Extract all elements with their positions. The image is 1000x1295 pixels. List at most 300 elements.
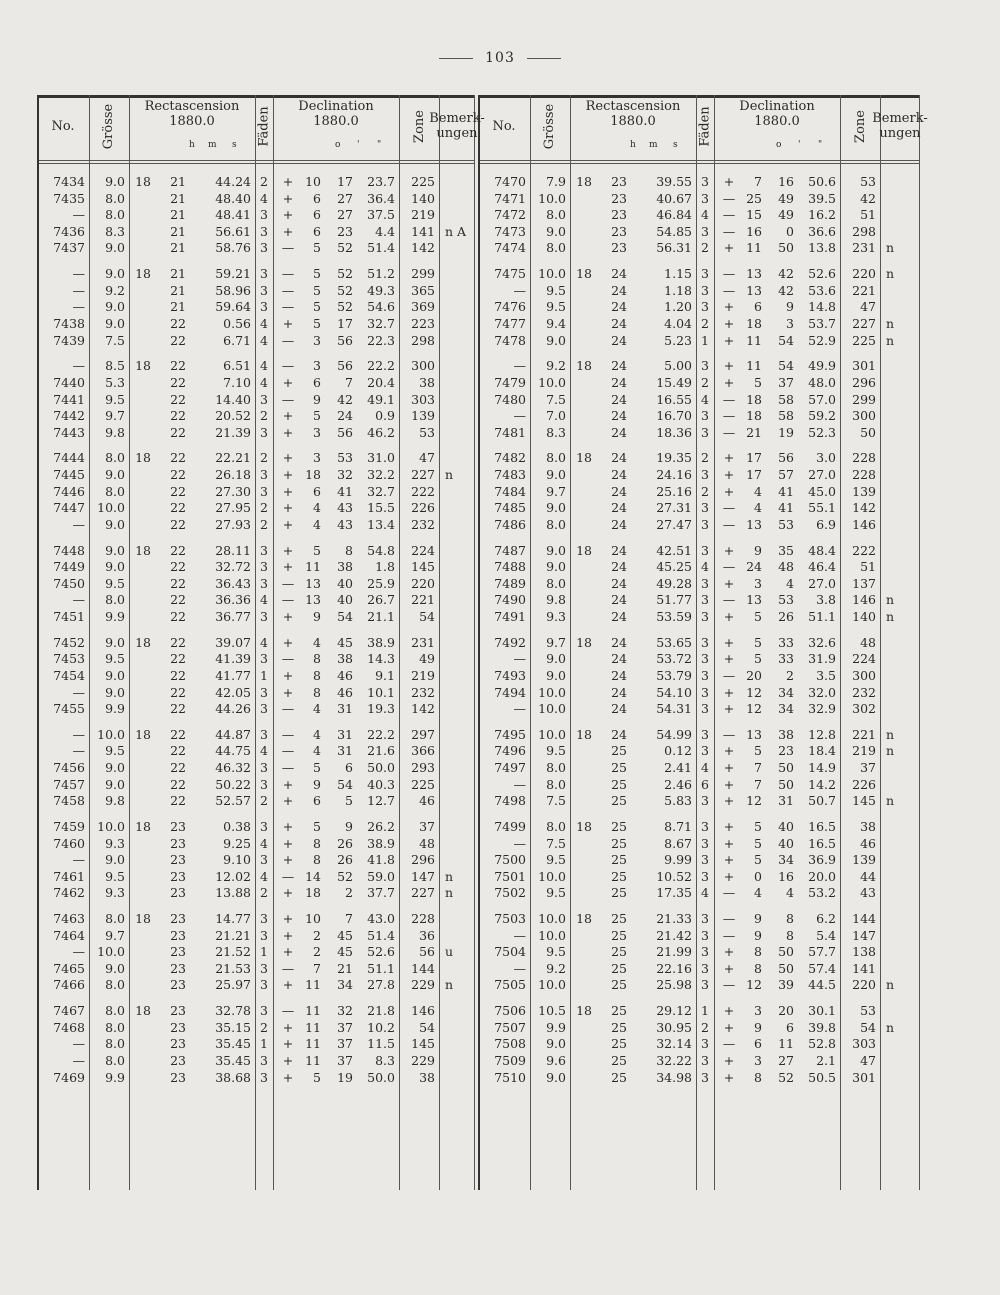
cell-groesse: 9.7 <box>546 483 566 499</box>
cell-ra-s: 35.45 <box>215 1053 251 1068</box>
cell-zone: 219 <box>411 667 435 683</box>
cell-ra-s: 21.39 <box>215 424 251 440</box>
cell-ra-m: 23 <box>170 911 186 926</box>
cell-groesse: 8.0 <box>546 240 566 256</box>
cell-dec-min: 40 <box>337 575 353 591</box>
cell-ra-m: 24 <box>611 667 627 683</box>
cell-dec-sign: + <box>282 374 294 390</box>
cell-faeden: 6 <box>701 776 709 792</box>
cell-groesse: 9.0 <box>546 542 566 558</box>
header-dec-epoch: 1880.0 <box>754 114 800 129</box>
header-ra-unit: s <box>673 140 678 150</box>
cell-dec-sign: + <box>282 408 294 424</box>
cell-dec-min: 50 <box>778 944 794 960</box>
cell-dec-deg: 0 <box>754 868 762 884</box>
cell-dec-min: 54 <box>337 776 353 792</box>
cell-no: 7456 <box>53 760 85 775</box>
header-remarks-label: Bemerk- ungen <box>429 111 485 141</box>
cell-no: 7509 <box>494 1053 526 1068</box>
table-row <box>478 466 920 484</box>
cell-dec-min: 9 <box>786 299 794 315</box>
cell-dec-sec: 53.2 <box>808 885 836 901</box>
cell-dec-sec: 23.7 <box>367 174 395 189</box>
cell-groesse: 9.0 <box>546 1036 566 1052</box>
cell-ra-m: 24 <box>611 467 627 482</box>
cell-ra-m: 22 <box>170 726 186 742</box>
cell-dec-deg: 6 <box>313 223 321 239</box>
cell-dec-min: 16 <box>778 868 794 884</box>
header-groesse <box>89 95 129 157</box>
cell-dec-sec: 52.3 <box>808 424 836 440</box>
cell-dec-min: 40 <box>337 592 353 608</box>
header-dec-title: Declination <box>298 99 374 114</box>
cell-dec-sec: 57.7 <box>808 944 836 960</box>
cell-faeden: 3 <box>260 852 268 868</box>
cell-dec-deg: 5 <box>754 608 762 624</box>
cell-remarks: n <box>886 1019 895 1035</box>
table-row <box>478 282 920 300</box>
cell-zone: 147 <box>852 927 876 943</box>
table-row <box>37 591 475 609</box>
cell-zone: 220 <box>411 575 435 591</box>
cell-dec-deg: 3 <box>754 1053 762 1068</box>
cell-dec-sec: 12.8 <box>808 726 836 742</box>
cell-dec-deg: 6 <box>754 1036 762 1052</box>
cell-groesse: 7.5 <box>546 835 566 851</box>
cell-zone: 221 <box>852 726 876 742</box>
cell-ra-s: 22.16 <box>656 960 692 976</box>
cell-dec-sec: 46.2 <box>367 424 395 440</box>
cell-no: — <box>72 358 85 374</box>
cell-ra-s: 1.20 <box>664 299 692 315</box>
cell-faeden: 3 <box>701 516 709 532</box>
header-rule-double <box>478 163 920 164</box>
cell-ra-m: 22 <box>170 391 186 407</box>
cell-dec-sign: — <box>281 592 295 608</box>
table-row <box>37 1002 475 1020</box>
cell-dec-sign: + <box>723 776 735 792</box>
cell-zone: 54 <box>419 608 435 624</box>
cell-ra-m: 22 <box>170 592 186 608</box>
cell-dec-sign: + <box>723 944 735 960</box>
cell-ra-s: 56.61 <box>215 223 251 239</box>
cell-dec-sec: 10.1 <box>367 684 395 700</box>
cell-faeden: 3 <box>701 467 709 482</box>
table-row <box>37 424 475 442</box>
cell-ra-s: 42.51 <box>656 542 692 558</box>
cell-zone: 221 <box>852 282 876 298</box>
cell-dec-deg: 3 <box>313 424 321 440</box>
cell-no: — <box>72 852 85 868</box>
cell-zone: 53 <box>860 174 876 189</box>
table-row <box>37 976 475 994</box>
cell-ra-s: 16.55 <box>656 391 692 407</box>
cell-faeden: 4 <box>701 207 709 223</box>
cell-dec-min: 52 <box>337 240 353 256</box>
table-row <box>478 634 920 652</box>
cell-zone: 222 <box>852 542 876 558</box>
table-row <box>37 868 475 886</box>
cell-no: — <box>513 960 526 976</box>
cell-no: — <box>513 927 526 943</box>
cell-dec-min: 48 <box>778 559 794 575</box>
cell-zone: 229 <box>411 977 435 993</box>
cell-groesse: 9.9 <box>105 701 125 717</box>
cell-no: 7469 <box>53 1069 85 1085</box>
cell-dec-deg: 8 <box>313 835 321 851</box>
cell-dec-sec: 50.0 <box>367 1069 395 1085</box>
cell-ra-s: 17.35 <box>656 885 692 901</box>
cell-zone: 222 <box>411 483 435 499</box>
table-row <box>478 927 920 945</box>
cell-no: 7461 <box>53 868 85 884</box>
table-row <box>37 700 475 718</box>
cell-dec-deg: 12 <box>746 701 762 717</box>
cell-ra-s: 44.75 <box>215 743 251 759</box>
cell-dec-sign: — <box>722 223 736 239</box>
cell-dec-min: 26 <box>337 835 353 851</box>
cell-ra-m: 24 <box>611 542 627 558</box>
cell-dec-min: 54 <box>778 332 794 348</box>
cell-dec-sign: — <box>281 760 295 775</box>
cell-ra-h: 18 <box>135 726 151 742</box>
cell-dec-sec: 57.0 <box>808 391 836 407</box>
cell-dec-sign: + <box>723 1019 735 1035</box>
cell-ra-s: 51.77 <box>656 592 692 608</box>
cell-ra-s: 59.64 <box>215 299 251 315</box>
cell-no: 7498 <box>494 793 526 809</box>
cell-dec-deg: 9 <box>754 927 762 943</box>
cell-faeden: 3 <box>701 726 709 742</box>
cell-zone: 137 <box>852 575 876 591</box>
cell-groesse: 9.8 <box>105 793 125 809</box>
cell-dec-deg: 20 <box>746 667 762 683</box>
cell-faeden: 1 <box>701 332 709 348</box>
table-row <box>37 483 475 501</box>
cell-ra-s: 36.43 <box>215 575 251 591</box>
table-row <box>478 818 920 836</box>
cell-groesse: 10.0 <box>97 726 125 742</box>
cell-ra-s: 35.15 <box>215 1019 251 1035</box>
cell-dec-min: 19 <box>778 424 794 440</box>
cell-dec-min: 27 <box>337 190 353 206</box>
cell-ra-s: 16.70 <box>656 408 692 424</box>
header-groesse-label: Grösse <box>542 103 558 149</box>
cell-dec-min: 37 <box>337 1053 353 1068</box>
cell-dec-deg: 5 <box>313 760 321 775</box>
cell-no: 7482 <box>494 450 526 466</box>
table-row <box>37 818 475 836</box>
cell-dec-min: 17 <box>337 315 353 331</box>
cell-no: 7506 <box>494 1003 526 1019</box>
cell-ra-m: 22 <box>170 760 186 775</box>
cell-groesse: 9.5 <box>105 391 125 407</box>
cell-dec-sign: + <box>282 885 294 901</box>
cell-dec-sign: + <box>723 358 735 374</box>
cell-faeden: 3 <box>701 793 709 809</box>
cell-ra-m: 23 <box>170 1003 186 1019</box>
header-ra-unit: h <box>189 140 195 150</box>
cell-dec-sign: — <box>281 701 295 717</box>
header-faeden <box>255 95 273 157</box>
cell-dec-min: 0 <box>786 223 794 239</box>
cell-faeden: 1 <box>260 667 268 683</box>
cell-ra-s: 0.12 <box>664 743 692 759</box>
cell-dec-min: 45 <box>337 944 353 960</box>
cell-ra-s: 1.15 <box>664 266 692 282</box>
table-row <box>37 315 475 333</box>
table-row <box>478 542 920 560</box>
cell-dec-sec: 4.4 <box>375 223 395 239</box>
table-row <box>37 558 475 576</box>
cell-groesse: 7.9 <box>546 174 566 189</box>
cell-dec-sec: 45.0 <box>808 483 836 499</box>
cell-no: 7458 <box>53 793 85 809</box>
cell-dec-sec: 49.3 <box>367 282 395 298</box>
table-row <box>37 407 475 425</box>
cell-dec-sign: + <box>723 760 735 775</box>
cell-dec-sign: + <box>282 684 294 700</box>
cell-dec-min: 24 <box>337 408 353 424</box>
cell-ra-s: 53.59 <box>656 608 692 624</box>
table-row <box>478 173 920 191</box>
cell-ra-s: 53.79 <box>656 667 692 683</box>
cell-zone: 228 <box>411 911 435 926</box>
cell-ra-m: 24 <box>611 516 627 532</box>
cell-ra-s: 49.28 <box>656 575 692 591</box>
cell-dec-sec: 50.0 <box>367 760 395 775</box>
cell-zone: 47 <box>860 1053 876 1068</box>
cell-dec-sec: 6.2 <box>816 911 836 926</box>
cell-dec-sec: 43.0 <box>367 911 395 926</box>
cell-ra-m: 24 <box>611 559 627 575</box>
cell-no: 7438 <box>53 315 85 331</box>
cell-no: 7507 <box>494 1019 526 1035</box>
cell-faeden: 3 <box>260 1003 268 1019</box>
cell-no: 7502 <box>494 885 526 901</box>
table-row <box>37 792 475 810</box>
cell-ra-h: 18 <box>576 450 592 466</box>
cell-zone: 301 <box>852 358 876 374</box>
cell-zone: 141 <box>411 223 435 239</box>
cell-dec-min: 45 <box>337 927 353 943</box>
cell-dec-deg: 3 <box>754 575 762 591</box>
cell-remarks: n <box>886 332 895 348</box>
table-row <box>37 726 475 744</box>
cell-zone: 138 <box>852 944 876 960</box>
cell-zone: 221 <box>411 592 435 608</box>
cell-no: 7473 <box>494 223 526 239</box>
cell-dec-sec: 52.8 <box>808 1036 836 1052</box>
cell-remarks: n <box>886 977 895 993</box>
cell-dec-sec: 6.9 <box>816 516 836 532</box>
cell-faeden: 1 <box>260 944 268 960</box>
cell-dec-deg: 8 <box>313 684 321 700</box>
cell-ra-m: 24 <box>611 701 627 717</box>
cell-faeden: 3 <box>701 500 709 516</box>
cell-zone: 36 <box>419 927 435 943</box>
cell-dec-deg: 9 <box>313 391 321 407</box>
cell-dec-sign: + <box>723 374 735 390</box>
cell-dec-sec: 27.0 <box>808 575 836 591</box>
cell-ra-s: 44.26 <box>215 701 251 717</box>
cell-dec-deg: 9 <box>313 776 321 792</box>
cell-dec-sec: 51.1 <box>808 608 836 624</box>
cell-no: 7491 <box>494 608 526 624</box>
cell-ra-m: 24 <box>611 424 627 440</box>
cell-ra-s: 39.07 <box>215 634 251 650</box>
cell-faeden: 3 <box>701 1053 709 1068</box>
cell-dec-min: 16 <box>778 174 794 189</box>
cell-dec-sign: — <box>281 282 295 298</box>
cell-faeden: 3 <box>260 223 268 239</box>
cell-ra-s: 27.30 <box>215 483 251 499</box>
cell-ra-s: 14.77 <box>215 911 251 926</box>
cell-no: 7500 <box>494 852 526 868</box>
cell-no: 7466 <box>53 977 85 993</box>
cell-groesse: 5.3 <box>105 374 125 390</box>
cell-dec-min: 23 <box>778 743 794 759</box>
cell-groesse: 8.0 <box>546 450 566 466</box>
cell-zone: 145 <box>411 1036 435 1052</box>
cell-dec-sec: 39.5 <box>808 190 836 206</box>
cell-dec-sign: + <box>723 793 735 809</box>
cell-dec-deg: 11 <box>305 1019 321 1035</box>
cell-ra-h: 18 <box>576 726 592 742</box>
cell-zone: 227 <box>852 315 876 331</box>
cell-ra-h: 18 <box>135 174 151 189</box>
cell-groesse: 9.0 <box>105 634 125 650</box>
cell-dec-sec: 37.5 <box>367 207 395 223</box>
catalogue-table-left <box>37 95 485 1190</box>
cell-dec-sign: + <box>282 944 294 960</box>
table-row <box>478 976 920 994</box>
cell-dec-deg: 16 <box>746 223 762 239</box>
cell-zone: 144 <box>852 911 876 926</box>
cell-dec-min: 42 <box>778 266 794 282</box>
cell-no: — <box>72 282 85 298</box>
cell-ra-h: 18 <box>135 1003 151 1019</box>
cell-dec-sec: 13.8 <box>808 240 836 256</box>
cell-groesse: 10.5 <box>538 1003 566 1019</box>
cell-remarks: n <box>886 266 895 282</box>
table-row <box>478 190 920 208</box>
cell-ra-s: 2.46 <box>664 776 692 792</box>
cell-groesse: 8.0 <box>105 1053 125 1068</box>
cell-zone: 48 <box>419 835 435 851</box>
cell-faeden: 3 <box>701 282 709 298</box>
table-row <box>37 499 475 517</box>
cell-dec-sign: + <box>282 450 294 466</box>
cell-dec-sign: + <box>282 818 294 834</box>
cell-groesse: 9.0 <box>546 332 566 348</box>
table-row <box>37 190 475 208</box>
cell-ra-m: 22 <box>170 542 186 558</box>
table-row <box>478 315 920 333</box>
table-row <box>37 1019 475 1037</box>
cell-faeden: 3 <box>701 190 709 206</box>
table-row <box>37 282 475 300</box>
cell-dec-deg: 3 <box>754 1003 762 1019</box>
cell-dec-sec: 3.5 <box>816 667 836 683</box>
cell-dec-min: 27 <box>337 207 353 223</box>
cell-groesse: 8.0 <box>546 575 566 591</box>
cell-dec-sign: + <box>723 684 735 700</box>
cell-ra-s: 38.68 <box>215 1069 251 1085</box>
cell-zone: 366 <box>411 743 435 759</box>
cell-faeden: 3 <box>260 299 268 315</box>
cell-ra-m: 22 <box>170 408 186 424</box>
header-dec-unit: ' <box>357 140 360 150</box>
cell-zone: 224 <box>411 542 435 558</box>
table-row <box>478 667 920 685</box>
cell-dec-sign: + <box>282 927 294 943</box>
cell-faeden: 3 <box>260 467 268 482</box>
cell-no: 7450 <box>53 575 85 591</box>
cell-no: 7442 <box>53 408 85 424</box>
cell-zone: 54 <box>419 1019 435 1035</box>
header-remarks <box>429 95 485 157</box>
cell-dec-deg: 7 <box>313 960 321 976</box>
table-row <box>37 391 475 409</box>
table-row <box>37 542 475 560</box>
cell-groesse: 9.8 <box>546 592 566 608</box>
cell-ra-m: 25 <box>611 1053 627 1068</box>
cell-dec-deg: 7 <box>754 776 762 792</box>
cell-zone: 301 <box>852 1069 876 1085</box>
cell-dec-deg: 3 <box>313 358 321 374</box>
cell-dec-min: 40 <box>778 835 794 851</box>
table-row <box>478 516 920 534</box>
cell-dec-deg: 14 <box>305 868 321 884</box>
cell-dec-min: 50 <box>778 960 794 976</box>
cell-ra-m: 25 <box>611 835 627 851</box>
cell-dec-deg: 4 <box>313 500 321 516</box>
cell-ra-h: 18 <box>135 358 151 374</box>
cell-ra-m: 23 <box>170 1036 186 1052</box>
cell-groesse: 8.0 <box>105 1019 125 1035</box>
cell-ra-m: 22 <box>170 776 186 792</box>
cell-dec-sign: — <box>722 190 736 206</box>
cell-faeden: 3 <box>260 760 268 775</box>
table-row <box>37 239 475 257</box>
cell-dec-min: 38 <box>778 726 794 742</box>
cell-dec-min: 8 <box>786 927 794 943</box>
header-dec-unit: " <box>377 140 382 150</box>
cell-dec-sec: 22.2 <box>367 726 395 742</box>
cell-zone: 225 <box>852 332 876 348</box>
cell-faeden: 1 <box>701 1003 709 1019</box>
cell-faeden: 3 <box>701 818 709 834</box>
cell-dec-min: 52 <box>337 282 353 298</box>
cell-dec-sec: 48.0 <box>808 374 836 390</box>
cell-dec-deg: 13 <box>305 592 321 608</box>
table-row <box>478 239 920 257</box>
cell-ra-s: 9.10 <box>223 852 251 868</box>
cell-dec-sec: 54.8 <box>367 542 395 558</box>
cell-dec-sign: + <box>282 1036 294 1052</box>
cell-dec-sec: 32.7 <box>367 315 395 331</box>
cell-faeden: 4 <box>260 332 268 348</box>
cell-faeden: 3 <box>260 542 268 558</box>
cell-no: 7454 <box>53 667 85 683</box>
header-dec-unit: o <box>335 140 341 150</box>
cell-groesse: 8.0 <box>105 483 125 499</box>
cell-faeden: 3 <box>701 1069 709 1085</box>
table-row <box>37 667 475 685</box>
header-dec <box>714 99 840 129</box>
cell-no: 7465 <box>53 960 85 976</box>
